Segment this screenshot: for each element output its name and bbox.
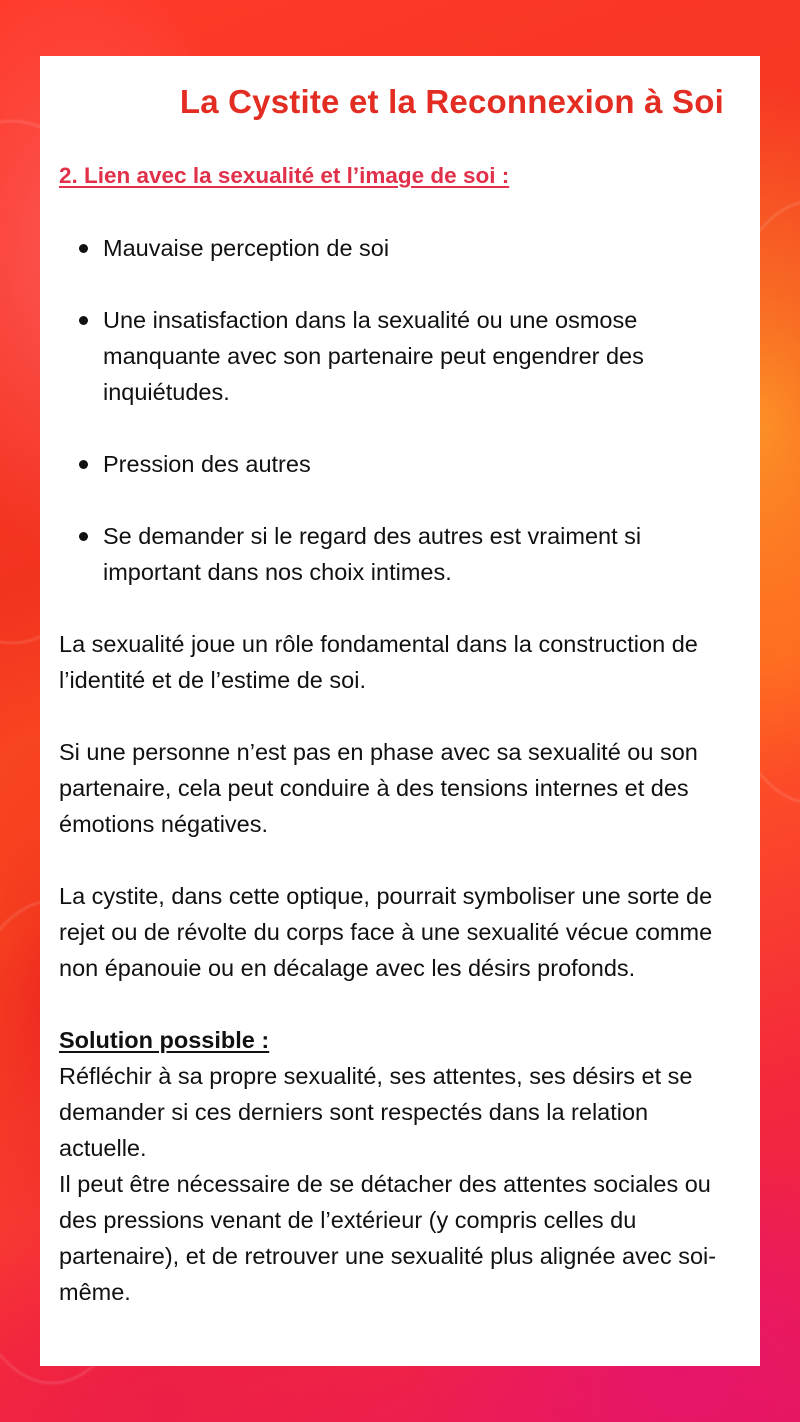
bullet-item: [59, 518, 724, 590]
bullet-dot-icon: [79, 460, 88, 469]
bullet-text: Mauvaise perception de soi: [103, 235, 390, 261]
bullet-dot-icon: [79, 532, 88, 541]
solution-heading: Solution possible :: [59, 1027, 270, 1053]
section-heading: 2. Lien avec la sexualité et l’image de soi :: [59, 163, 510, 188]
bullet-dot-icon: [79, 316, 88, 325]
content-card: [40, 56, 760, 1366]
solution-text: Il peut être nécessaire de se détacher des attentes sociales ou des pressions venant de l’extérieur (y compris celles du partenaire), et de retrouver une sexualité plus alignée avec soi-même.: [59, 1171, 717, 1305]
page-title: La Cystite et la Reconnexion à Soi: [179, 83, 724, 120]
paragraph: La cystite, dans cette optique, pourrait symboliser une sorte de rejet ou de révolte du corps face à une sexualité vécue comme non épanouie ou en décalage avec les désirs profonds.: [59, 883, 713, 981]
bullet-item: [59, 230, 724, 266]
bullet-text: Une insatisfaction dans la sexualité ou une osmose manquante avec son partenaire peut engendrer des inquiétudes.: [103, 307, 644, 405]
paragraph: Si une personne n’est pas en phase avec sa sexualité ou son partenaire, cela peut conduire à des tensions internes et des émotions négatives.: [59, 739, 698, 837]
bullet-text: Pression des autres: [103, 451, 311, 477]
paragraph: La sexualité joue un rôle fondamental dans la construction de l’identité et de l’estime de soi.: [59, 631, 698, 693]
bullet-text: Se demander si le regard des autres est vraiment si important dans nos choix intimes.: [103, 523, 642, 585]
solution-text: Réfléchir à sa propre sexualité, ses attentes, ses désirs et se demander si ces derniers sont respectés dans la relation actuelle.: [59, 1063, 693, 1161]
bullet-list: [59, 230, 724, 590]
bullet-dot-icon: [79, 244, 88, 253]
bullet-item: [59, 302, 724, 410]
bullet-item: [59, 446, 724, 482]
